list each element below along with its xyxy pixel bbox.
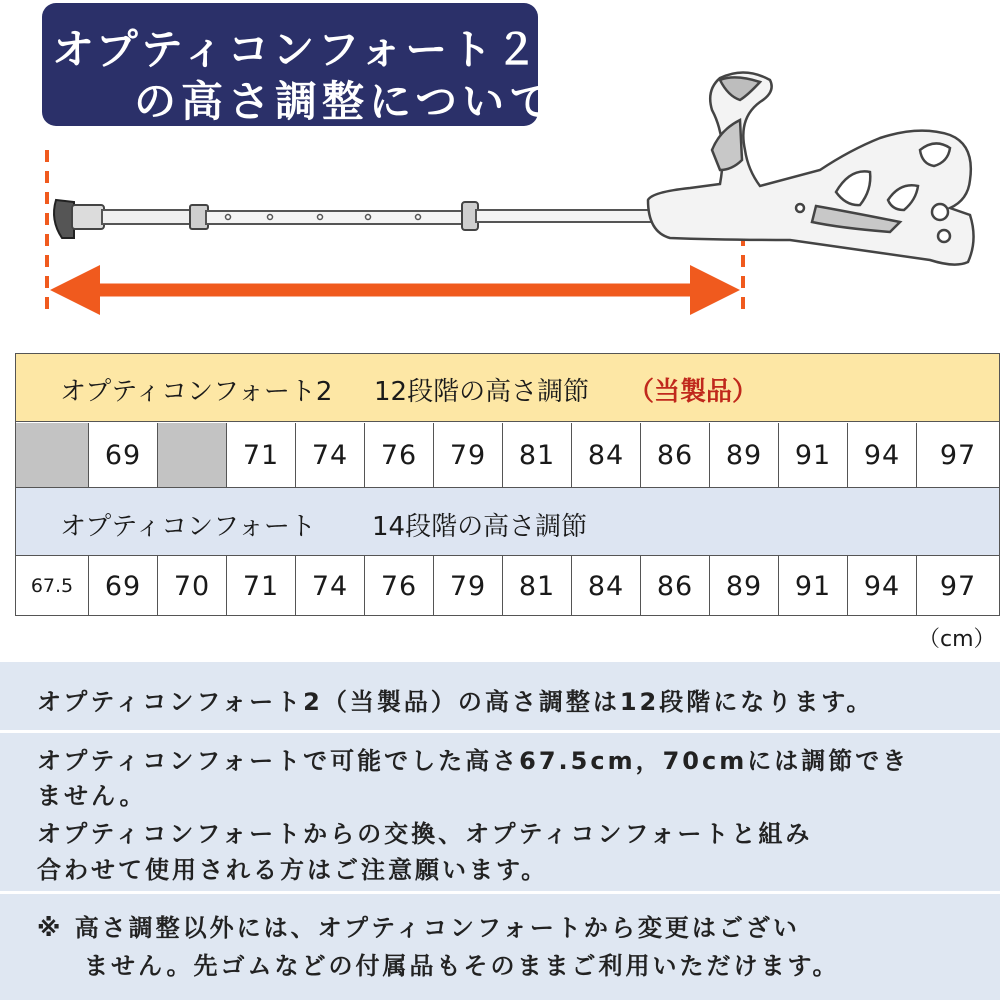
old-model-steps: 14段階の高さ調節 — [372, 512, 588, 542]
height-cell: 86 — [641, 556, 710, 616]
height-cell: 97 — [939, 439, 977, 471]
height-cell-empty — [158, 423, 227, 487]
title-line-2: の高さ調整について — [134, 77, 557, 126]
height-cell: 76 — [365, 556, 434, 616]
new-model-header — [16, 354, 999, 422]
height-cell: 97 — [939, 570, 977, 602]
height-cell: 74 — [296, 423, 365, 487]
height-cell: 89 — [710, 423, 779, 487]
new-model-heights-row — [16, 423, 999, 487]
height-cell: 91 — [779, 556, 848, 616]
height-cell: 74 — [296, 556, 365, 616]
height-cell-empty — [16, 423, 89, 487]
note-accessories-line-2: ません。先ゴムなどの付属品もそのままご利用いただけます。 — [84, 952, 840, 980]
height-cell: 94 — [848, 423, 917, 487]
note-steps-text: オプティコンフォート2（当製品）の高さ調整は12段階になります。 — [37, 688, 874, 716]
height-cell: 69 — [89, 423, 158, 487]
unit-label: （cm） — [918, 627, 996, 652]
lower-tube — [102, 210, 202, 224]
height-cell: 79 — [434, 556, 503, 616]
height-cell: 71 — [227, 556, 296, 616]
height-table — [15, 353, 1000, 616]
old-model-name: オプティコンフォート — [60, 512, 316, 542]
note-caution — [0, 733, 1000, 891]
length-arrow — [50, 265, 740, 315]
height-cell: 91 — [779, 423, 848, 487]
height-cell: 69 — [89, 556, 158, 616]
height-cell: 79 — [434, 423, 503, 487]
new-model-name: オプティコンフォート2 — [60, 377, 333, 407]
height-cell: 89 — [710, 556, 779, 616]
title-line-1: オプティコンフォート２ — [52, 25, 541, 74]
crutch-illustration — [0, 60, 1000, 350]
note-caution-line-2: ません。 — [37, 782, 147, 810]
note-accessories-line-1: ※ 高さ調整以外には、オプティコンフォートから変更はござい — [37, 914, 800, 942]
note-caution-line-1: オプティコンフォートで可能でした高さ67.5cm，70cmには調節でき — [37, 747, 910, 775]
middle-tube — [206, 211, 468, 224]
height-cell: 71 — [227, 423, 296, 487]
height-cell: 70 — [158, 556, 227, 616]
handle-icon — [648, 72, 974, 264]
height-cell: 86 — [641, 423, 710, 487]
height-cell: 67.5 — [16, 556, 89, 616]
height-cell: 94 — [848, 556, 917, 616]
note-steps — [0, 662, 1000, 730]
note-accessories — [0, 894, 1000, 1000]
old-model-header — [16, 487, 999, 556]
new-model-tag: （当製品） — [628, 377, 759, 407]
new-model-steps: 12段階の高さ調節 — [374, 377, 590, 407]
height-cell: 84 — [572, 423, 641, 487]
note-caution-line-3: オプティコンフォートからの交換、オプティコンフォートと組み — [37, 820, 813, 848]
old-model-heights-row — [16, 556, 999, 616]
height-cell: 81 — [503, 423, 572, 487]
height-cell: 76 — [365, 423, 434, 487]
height-cell: 84 — [572, 556, 641, 616]
upper-tube — [476, 210, 666, 222]
note-caution-line-4: 合わせて使用される方はご注意願います。 — [37, 856, 549, 884]
height-cell: 81 — [503, 556, 572, 616]
rubber-tip-icon — [54, 200, 104, 238]
